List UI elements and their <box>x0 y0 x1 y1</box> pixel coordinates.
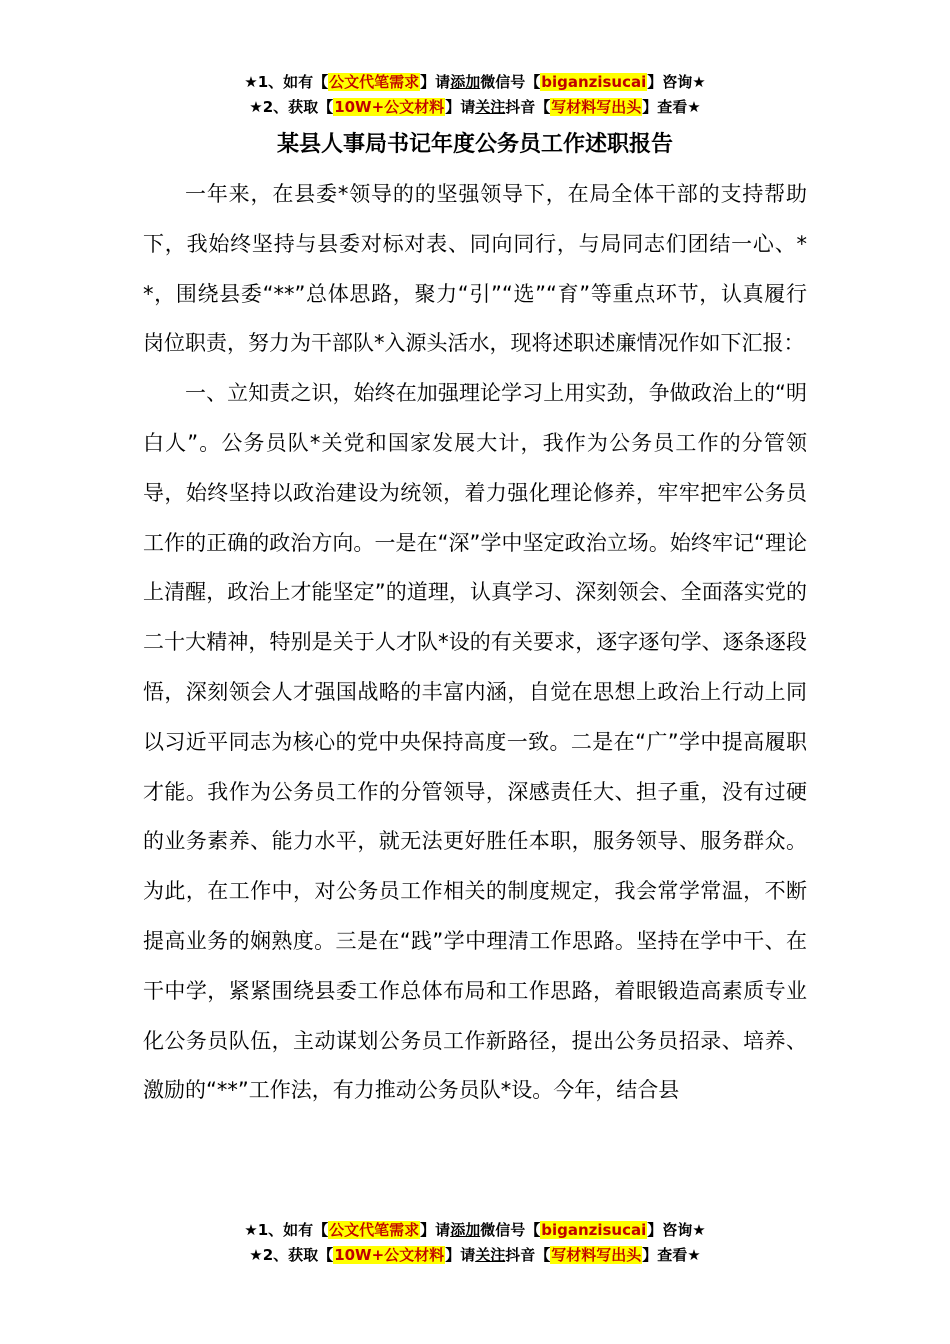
footer-banner <box>0 1218 950 1268</box>
banner-highlight-douyin: 写材料写出头 <box>551 1246 642 1264</box>
banner-highlight-materials: 10W+公文材料 <box>334 1246 445 1264</box>
banner-line-1: ★1、如有【公文代笔需求】请添加微信号【biganzisucai】咨询★ <box>244 73 706 91</box>
document-title: 某县人事局书记年度公务员工作述职报告 <box>276 132 673 157</box>
document-body <box>143 170 807 1116</box>
paragraph-intro: 一年来，在县委*领导的的坚强领导下，在局全体干部的支持帮助下，我始终坚持与县委对标对表、同向同行，与局同志们团结一心、**，围绕县委“**”总体思路，聚力“引”“选”“育”等重点环节，认真履行岗位职责，努力为干部队*入源头活水，现将述职述廉情况作如下汇报： <box>143 182 807 356</box>
banner-highlight-wechat: biganzisucai <box>541 73 647 91</box>
banner-highlight-service: 公文代笔需求 <box>329 1221 420 1239</box>
banner-highlight-materials: 10W+公文材料 <box>334 98 445 116</box>
banner-highlight-douyin: 写材料写出头 <box>551 98 642 116</box>
header-banner <box>0 70 950 120</box>
banner-highlight-wechat: biganzisucai <box>541 1221 647 1239</box>
paragraph-section-1: 一、立知责之识，始终在加强理论学习上用实劲，争做政治上的“明白人”。公务员队*关党和国家发展大计，我作为公务员工作的分管领导，始终坚持以政治建设为统领，着力强化理论修养，牢牢把牢公务员工作的正确的政治方向。一是在“深”学中坚定政治立场。始终牢记“理论上清醒，政治上才能坚定”的道理，认真学习、深刻领会、全面落实党的二十大精神，特别是关于人才队*设的有关要求，逐字逐句学、逐条逐段悟，深刻领会人才强国战略的丰富内涵，自觉在思想上政治上行动上同以习近平同志为核心的党中央保持高度一致。二是在“广”学中提高履职才能。我作为公务员工作的分管领导，深感责任大、担子重，没有过硬的业务素养、能力水平，就无法更好胜任本职，服务领导、服务群众。为此，在工作中，对公务员工作相关的制度规定，我会常学常温，不断提高业务的娴熟度。三是在“践”学中理清工作思路。坚持在学中干、在干中学，紧紧围绕县委工作总体布局和工作思路，着眼锻造高素质专业化公务员队伍，主动谋划公务员工作新路径，提出公务员招录、培养、激励的“**”工作法，有力推动公务员队*设。今年，结合县 <box>143 381 807 1103</box>
banner-line-1: ★1、如有【公文代笔需求】请添加微信号【biganzisucai】咨询★ <box>244 1221 706 1239</box>
banner-highlight-service: 公文代笔需求 <box>329 73 420 91</box>
banner-line-2: ★2、获取【10W+公文材料】请关注抖音【写材料写出头】查看★ <box>249 1246 701 1264</box>
banner-line-2: ★2、获取【10W+公文材料】请关注抖音【写材料写出头】查看★ <box>249 98 701 116</box>
